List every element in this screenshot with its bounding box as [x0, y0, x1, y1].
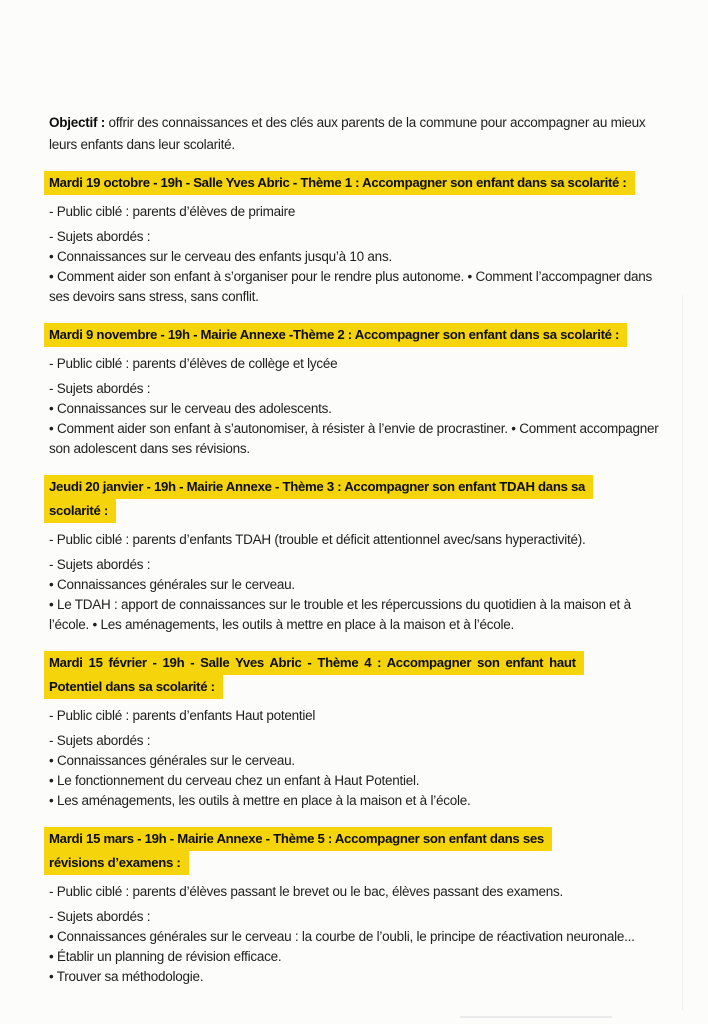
session-section-4 [49, 651, 662, 811]
session-section-5 [49, 827, 662, 987]
session-3-public-cible: - Public ciblé : parents d’enfants TDAH (trouble et déficit attentionnel avec/sans hyperactivité). [49, 532, 586, 547]
session-1-sujets-label: - Sujets abordés : [49, 229, 151, 244]
session-4-title-highlight-line-1: Mardi 15 février - 19h - Salle Yves Abric - Thème 4 : Accompagner son enfant haut [44, 651, 584, 675]
session-5-title-highlight-line-2: révisions d’examens : [44, 851, 189, 875]
session-4-public-cible: - Public ciblé : parents d’enfants Haut potentiel [49, 708, 316, 723]
session-5-title-highlight-line-1: Mardi 15 mars - 19h - Mairie Annexe - Thème 5 : Accompagner son enfant dans ses [44, 827, 552, 851]
session-section-1 [49, 171, 662, 307]
session-3-title-highlight-line-2: scolarité : [44, 499, 116, 523]
session-4-title-highlight-line-2: Potentiel dans sa scolarité : [44, 675, 223, 699]
session-1-public-cible: - Public ciblé : parents d’élèves de primaire [49, 204, 296, 219]
session-3-title-highlight-line-1: Jeudi 20 janvier - 19h - Mairie Annexe - Thème 3 : Accompagner son enfant TDAH dans sa [44, 475, 593, 499]
session-3-bullet: • Le TDAH : apport de connaissances sur le trouble et les répercussions du quotidien à la maison et à l’école. • Les aménagements, les outils à mettre en place à la maison et à l’école. [49, 597, 631, 632]
session-4-title [44, 651, 662, 699]
session-4-bullet: • Les aménagements, les outils à mettre en place à la maison et à l’école. [49, 793, 471, 808]
session-1-title-highlight: Mardi 19 octobre - 19h - Salle Yves Abric - Thème 1 : Accompagner son enfant dans sa scolarité : [44, 171, 635, 195]
session-2-sujets-label: - Sujets abordés : [49, 381, 151, 396]
objectif-text: offrir des connaissances et des clés aux parents de la commune pour accompagner au mieux leurs enfants dans leur scolarité. [49, 115, 646, 152]
session-4-sujets-label: - Sujets abordés : [49, 733, 151, 748]
session-5-title [44, 827, 662, 875]
objectif-label: Objectif : [49, 115, 106, 130]
session-4-bullet: • Connaissances générales sur le cerveau. [49, 753, 295, 768]
session-section-2 [49, 323, 662, 459]
session-2-public-cible: - Public ciblé : parents d’élèves de collège et lycée [49, 356, 338, 371]
session-2-title [44, 323, 662, 347]
session-1-bullet: • Comment aider son enfant à s’organiser pour le rendre plus autonome. • Comment l’accompagner dans ses devoirs sans stress, sans conflit. [49, 269, 653, 304]
session-3-sujets-label: - Sujets abordés : [49, 557, 151, 572]
session-5-bullet: • Connaissances générales sur le cerveau : la courbe de l’oubli, le principe de réactivation neuronale... [49, 929, 635, 944]
session-4-bullet: • Le fonctionnement du cerveau chez un enfant à Haut Potentiel. [49, 773, 420, 788]
session-2-title-highlight: Mardi 9 novembre - 19h - Mairie Annexe -Thème 2 : Accompagner son enfant dans sa scolarité : [44, 323, 627, 347]
session-2-bullet: • Connaissances sur le cerveau des adolescents. [49, 401, 332, 416]
session-1-title [44, 171, 662, 195]
scan-artifact-vertical-line [682, 295, 683, 1010]
session-5-sujets-label: - Sujets abordés : [49, 909, 151, 924]
session-5-bullet: • Établir un planning de révision efficace. [49, 949, 282, 964]
session-3-bullet: • Connaissances générales sur le cerveau. [49, 577, 295, 592]
session-5-bullet: • Trouver sa méthodologie. [49, 969, 204, 984]
objectif-paragraph [49, 112, 662, 156]
scan-artifact-bottom-mark [460, 1016, 612, 1018]
session-5-public-cible: - Public ciblé : parents d’élèves passant le brevet ou le bac, élèves passant des examens. [49, 884, 564, 899]
document-body [49, 112, 662, 1003]
session-1-bullet: • Connaissances sur le cerveau des enfants jusqu’à 10 ans. [49, 249, 392, 264]
session-section-3 [49, 475, 662, 635]
session-2-bullet: • Comment aider son enfant à s’autonomiser, à résister à l’envie de procrastiner. • Comment accompagner son adolescent dans ses révisions. [49, 421, 659, 456]
session-3-title [44, 475, 662, 523]
